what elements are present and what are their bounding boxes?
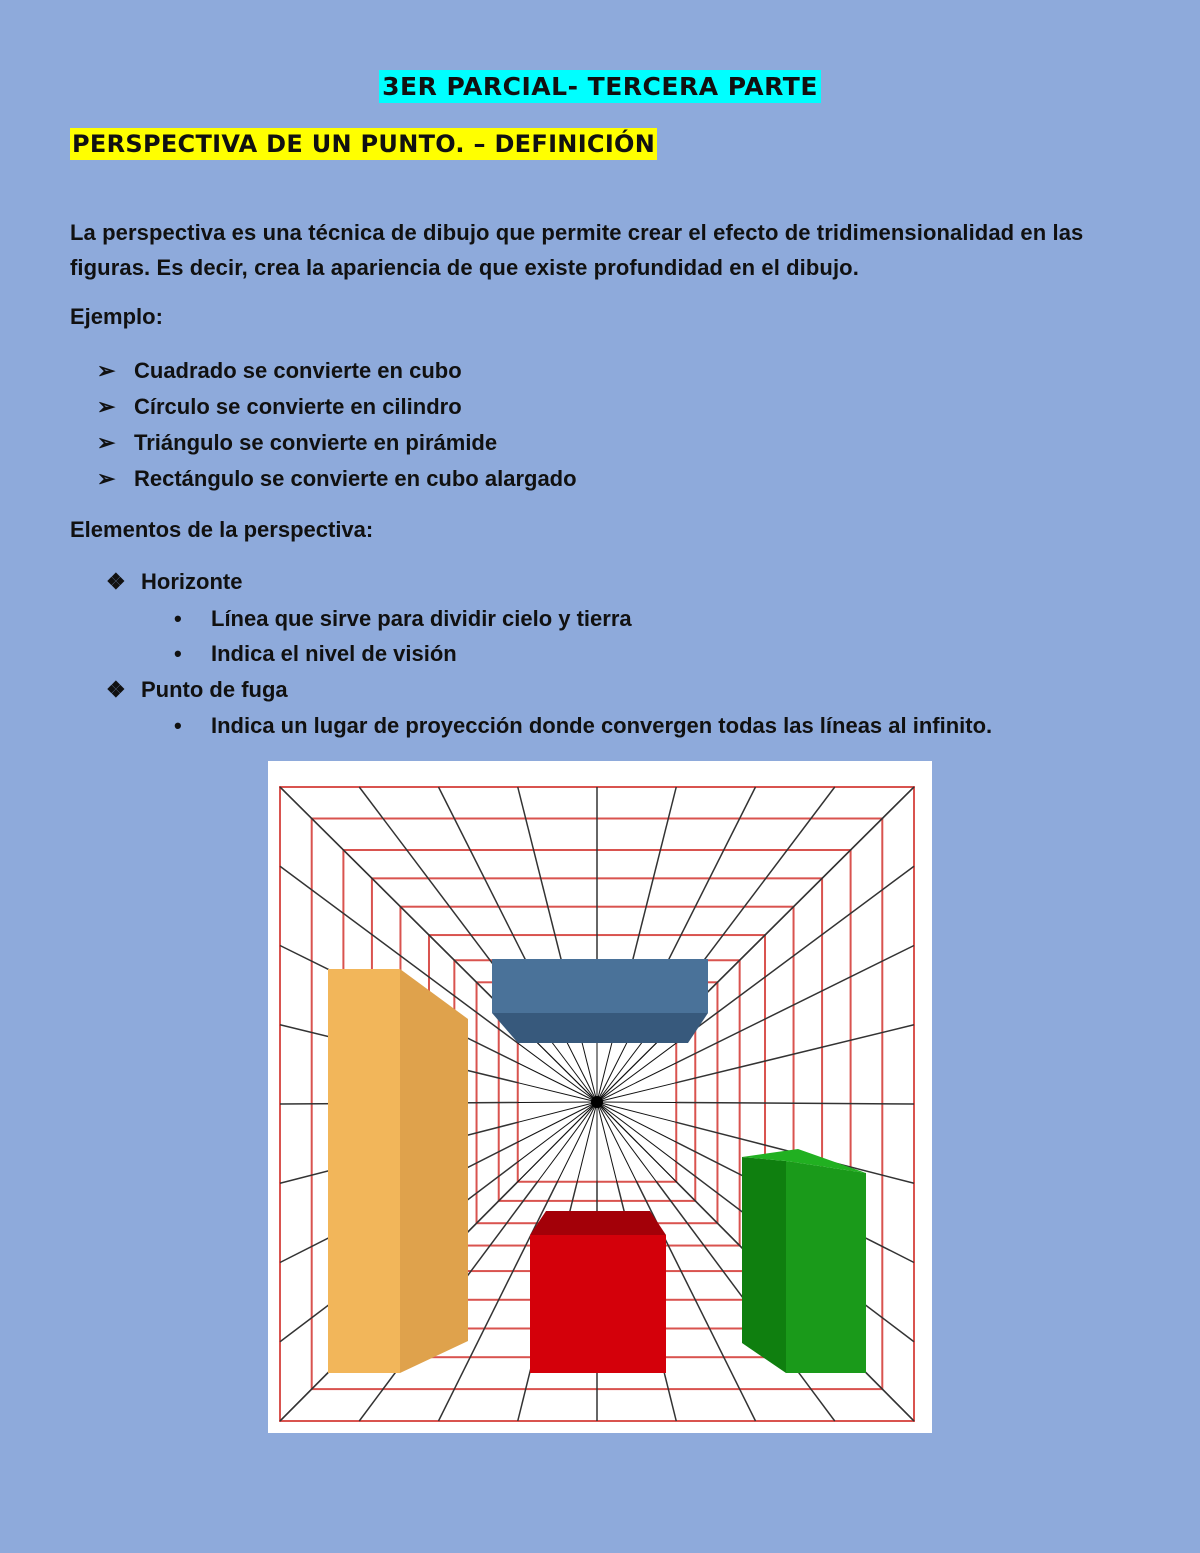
vanishing-ray	[597, 1102, 676, 1162]
arrowhead-icon: ➢	[97, 394, 116, 419]
section-heading	[70, 130, 657, 158]
example-label: Ejemplo:	[70, 304, 163, 329]
vanishing-ray	[597, 1102, 637, 1182]
vanishing-point	[591, 1096, 603, 1108]
vanishing-ray	[518, 1102, 597, 1103]
example-list	[0, 353, 577, 497]
four-diamond-icon: ❖	[106, 677, 126, 702]
vanishing-ray	[518, 1063, 597, 1102]
vanishing-ray	[518, 1043, 597, 1102]
red-cube-top	[530, 1211, 666, 1235]
bullet-icon: •	[174, 606, 182, 631]
green-box-side	[742, 1157, 786, 1373]
perspective-illustration	[268, 761, 932, 1433]
vanishing-ray	[597, 1102, 676, 1142]
vanishing-ray	[597, 1063, 676, 1102]
yellow-box-front	[328, 969, 400, 1373]
list-item: ➢ Cuadrado se convierte en cubo	[0, 353, 577, 389]
vanishing-ray	[557, 1102, 597, 1182]
arrowhead-icon: ➢	[97, 430, 116, 455]
yellow-box-side	[400, 969, 468, 1373]
list-item: ➢ Rectángulo se convierte en cubo alargado	[0, 461, 577, 497]
vanishing-ray	[597, 1102, 676, 1103]
green-box-front	[786, 1161, 866, 1373]
vanishing-ray	[518, 1102, 597, 1162]
subtitle-text: PERSPECTIVA DE UN PUNTO. – DEFINICIÓN	[72, 130, 656, 158]
vanishing-ray	[597, 1102, 656, 1182]
arrowhead-icon: ➢	[97, 466, 116, 491]
title-text: 3ER PARCIAL- TERCERA PARTE	[379, 70, 821, 103]
vanishing-ray	[518, 1102, 597, 1122]
arrowhead-icon: ➢	[97, 358, 116, 383]
vanishing-ray	[577, 1102, 597, 1182]
vanishing-ray	[597, 1102, 676, 1182]
receding-line	[676, 946, 914, 1063]
bullet-icon: •	[174, 713, 182, 738]
receding-line	[676, 1103, 914, 1105]
list-item: ➢ Círculo se convierte en cilindro	[0, 389, 577, 425]
document-title	[0, 72, 1200, 101]
one-point-perspective-drawing	[268, 761, 932, 1433]
vanishing-ray	[597, 1102, 676, 1122]
vanishing-ray	[597, 1102, 617, 1182]
receding-line	[676, 866, 914, 1043]
red-cube-front	[530, 1235, 666, 1373]
vanishing-ray	[518, 1102, 597, 1142]
blue-box-bottom	[492, 1013, 708, 1043]
vanishing-ray	[538, 1102, 597, 1182]
receding-line	[676, 787, 914, 1023]
four-diamond-icon: ❖	[106, 569, 126, 594]
vanishing-ray	[518, 1102, 597, 1182]
bullet-icon: •	[174, 641, 182, 666]
blue-box-front	[492, 959, 708, 1013]
list-item: ➢ Triángulo se convierte en pirámide	[0, 425, 577, 461]
vanishing-ray	[597, 1043, 676, 1102]
intro-paragraph: La perspectiva es una técnica de dibujo que permite crear el efecto de tridimensionalidad en las figuras. Es decir, crea la apariencia de que existe profundidad en el dibujo.	[70, 220, 1084, 280]
receding-line	[676, 1025, 914, 1083]
elements-label: Elementos de la perspectiva:	[70, 517, 374, 542]
